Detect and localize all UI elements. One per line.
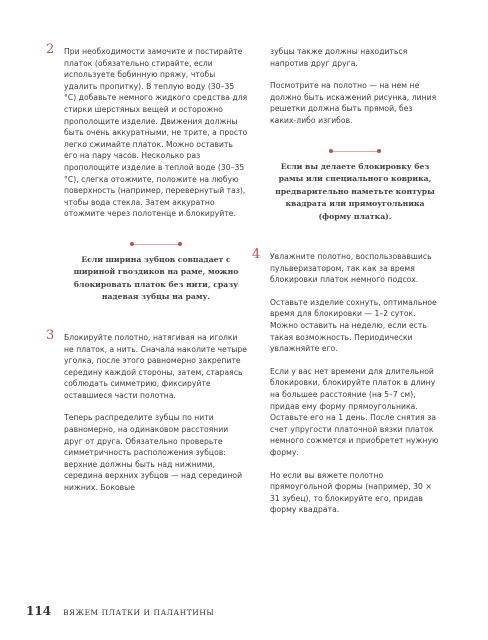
- step-3: [46, 327, 248, 494]
- step-number: 2: [46, 42, 55, 57]
- step-2: [46, 42, 248, 220]
- callout-note: [270, 151, 440, 224]
- step-4-paragraph: Увлажните полотно, воспользовавшись пульверизатором, так как за время блокировки платок немного подсох.: [270, 252, 432, 285]
- step-3-paragraph: Блокируйте полотно, натягивая на иголки не платок, а нить. Сначала наколите четыре уголка, после этого равномерно закрепите середину каждой стороны, затем, стараясь соблюдать симметрию, фиксируйте оставшиеся части полотна.: [64, 332, 247, 400]
- step-4-paragraph: Но если вы вяжете полотно прямоугольной формы (например, 30 × 31 зубец), то блокируйте его, придав форму квадрата.: [270, 470, 432, 515]
- right-column: [252, 46, 440, 527]
- callout-note: [64, 244, 248, 304]
- step-3-paragraph: Теперь распределите зубцы по нити равномерно, на одинаковом расстоянии друг от друга. Обязательно проверьте симметричность расположения зубцов: верхние должны быть над нижними, середина верхних зубцов — над серединой нижних. Боковые: [64, 413, 243, 493]
- running-title: ВЯЖЕМ ПЛАТКИ И ПАЛАНТИНЫ: [63, 608, 215, 617]
- step-4-paragraph: Оставьте изделие сохнуть, оптимальное время для блокировки — 1–2 суток. Можно оставить на неделю, если есть такая возможность. Периодически увлажняйте его.: [270, 297, 437, 354]
- page-footer: [26, 604, 214, 618]
- step-number: 3: [46, 327, 55, 343]
- ornament-divider: [331, 151, 379, 152]
- step-4-paragraph: Если у вас нет времени для длительной блокировки, блокируйте платок в длину на большее расстояние (на 5–7 см), придав ему форму прямоугольника. Оставьте его на 1 день. После снятия за счет упругости платочной вязки платок немного сожмется и приобретет нужную форму.: [270, 366, 439, 457]
- page-number: 114: [26, 604, 52, 618]
- step-number: 4: [252, 247, 261, 263]
- note-text: Если вы делаете блокировку без рамы или специального коврика, предварительно наметьте контуры квадрата или прямоугольника (форму платка).: [275, 161, 435, 221]
- step-2-paragraph: При необходимости замочите и постирайте платок (обязательно стирайте, если используете бобинную пряжу, чтобы удалить пропитку). В теплую воду (30–35 °С) добавьте немного жидкого средства для стирки шерстяных вещей и осторожно прополощите изделие. Движения должны быть очень аккуратными, не трите, а просто легко сжимайте платок. Можно оставить его на пару часов. Несколько раз прополощите изделие в теплой воде (30–35 °С), слегка отожмите, положите на любую поверхность (например, перевернутый таз), чтобы вода стекла. Затем аккуратно отожмите через полотенце и блокируйте.: [64, 47, 248, 219]
- continuation-paragraph: Посмотрите на полотно — на нем не должно быть искажений рисунка, линия решетки должна быть прямой, без каких-либо изгибов.: [270, 81, 437, 125]
- ornament-divider: [132, 244, 180, 245]
- continuation-paragraph: зубцы также должны находиться напротив друг друга.: [270, 47, 408, 68]
- note-text: Если ширина зубцов совпадает с шириной гвоздиков на раме, можно блокировать платок без нити, сразу надевая зубцы на раму.: [73, 254, 239, 302]
- left-column: [46, 42, 248, 505]
- step-4: [252, 247, 440, 516]
